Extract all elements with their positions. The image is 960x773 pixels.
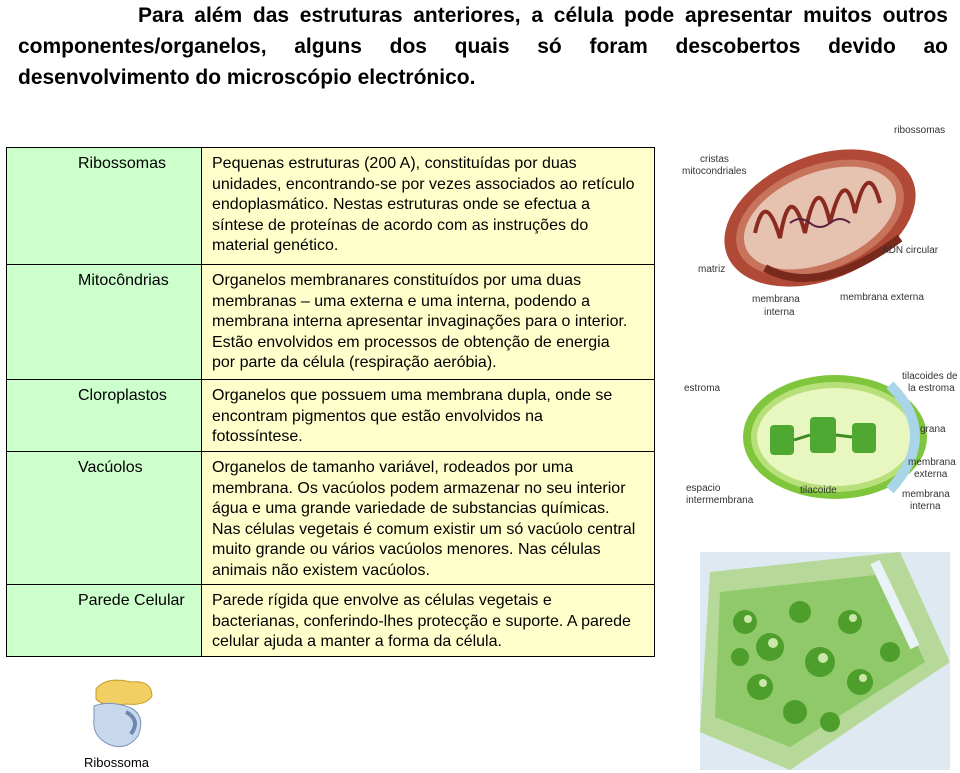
term-cell: Mitocôndrias bbox=[7, 265, 202, 380]
label-externa: externa bbox=[914, 469, 948, 480]
label-interna-chloro: interna bbox=[910, 501, 941, 512]
description-cell: Organelos que possuem uma membrana dupla, onde se encontram pigmentos que estão envolvidos na fotossíntese. bbox=[202, 380, 655, 452]
label-matriz: matriz bbox=[698, 264, 726, 275]
chloroplast-illustration bbox=[680, 365, 960, 520]
label-la-estroma: la estroma bbox=[908, 383, 955, 394]
term-cell: Cloroplastos bbox=[7, 380, 202, 452]
description-cell: Pequenas estruturas (200 A), constituídas por duas unidades, encontrando-se por vezes associados ao retículo endoplasmático. Nestas estruturas onde se efectua a síntese de proteínas de acordo com as instruções do material genético. bbox=[202, 148, 655, 265]
label-mitocondriales: mitocondriales bbox=[682, 166, 747, 177]
chloroplast-body bbox=[743, 375, 927, 499]
label-intermembrana: intermembrana bbox=[686, 495, 754, 506]
label-membrana-interna: membrana bbox=[752, 294, 800, 305]
term-cell: Vacúolos bbox=[7, 452, 202, 585]
label-grana: grana bbox=[920, 424, 946, 435]
ribosome-illustration bbox=[86, 674, 158, 754]
description-cell: Parede rígida que envolve as células vegetais e bacterianas, conferindo-lhes protecção e suporte. A parede celular ajuda a manter a forma da célula. bbox=[202, 585, 655, 657]
plant-cells-micrograph bbox=[700, 552, 950, 770]
intro-paragraph: Para além das estruturas anteriores, a célula pode apresentar muitos outros componentes/organelos, alguns dos quais só foram descobertos devido ao desenvolvimento do microscópio electrónico. bbox=[18, 4, 948, 89]
mitochondrion-illustration bbox=[670, 108, 955, 338]
label-espacio: espacio bbox=[686, 483, 721, 494]
label-membrana-externa-chloro: membrana bbox=[908, 457, 956, 468]
table-row bbox=[7, 265, 655, 380]
term-cell: Parede Celular bbox=[7, 585, 202, 657]
label-cristas: cristas bbox=[700, 154, 729, 165]
description-cell: Organelos de tamanho variável, rodeados por uma membrana. Os vacúolos podem armazenar no seu interior água e uma grande variedade de substancias químicas. Nas células vegetais é comum existir um só vacúolo central muito grande ou vários vacúolos menores. Nas células animais não existem vacúolos. bbox=[202, 452, 655, 585]
description-cell: Organelos membranares constituídos por uma duas membranas – uma externa e uma interna, podendo a membrana interna apresentar invaginações para o interior. Estão envolvidos em processos de obtenção de energia por parte da célula (respiração aeróbia). bbox=[202, 265, 655, 380]
label-tilacoide: tilacoide bbox=[800, 485, 837, 496]
table-row bbox=[7, 585, 655, 657]
label-membrana-externa: membrana externa bbox=[840, 292, 924, 303]
label-tilacoides: tilacoides de bbox=[902, 371, 958, 382]
label-interna: interna bbox=[764, 307, 795, 318]
label-ribossomas: ribossomas bbox=[894, 125, 946, 136]
term-cell: Ribossomas bbox=[7, 148, 202, 265]
table-row bbox=[7, 380, 655, 452]
label-estroma: estroma bbox=[684, 383, 721, 394]
ribosome-caption: Ribossoma bbox=[84, 755, 150, 770]
table-row bbox=[7, 148, 655, 265]
table-row bbox=[7, 452, 655, 585]
label-adn-circular: ADN circular bbox=[882, 245, 939, 256]
organelles-table bbox=[6, 147, 655, 657]
label-membrana-interna-chloro: membrana bbox=[902, 489, 950, 500]
mitochondrion-body bbox=[704, 123, 936, 313]
